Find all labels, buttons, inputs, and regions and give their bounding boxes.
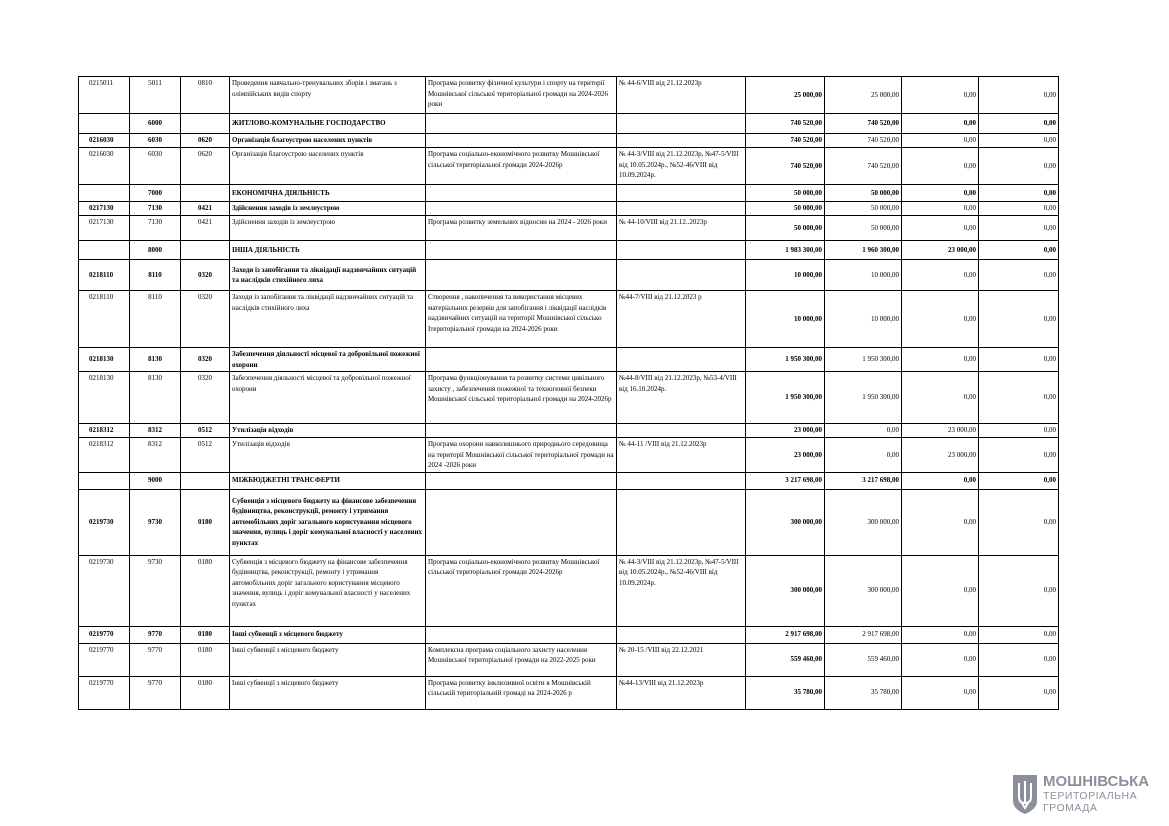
col-decision [617,626,746,643]
col-decision [617,424,746,438]
col-general-fund: 10 000,00 [825,291,902,348]
col-budget-code [79,472,130,489]
col-decision [617,348,746,372]
col-special-fund: 23 000,00 [902,241,979,260]
subtotal-row [79,424,1059,438]
col-development: 0,00 [979,438,1059,473]
col-budget-code: 0217130 [79,202,130,216]
col-program: Програма розвитку фізичної культури і спорту на території Мошнівської сільської територіальної громади на 2024-2026 роки [426,77,617,114]
col-program: Програма соціально-економічного розвитку Мошнівської сільської територіальної громади 2024-2026р [426,148,617,185]
col-total: 740 520,00 [746,114,825,134]
col-total: 740 520,00 [746,134,825,148]
col-general-fund: 740 520,00 [825,134,902,148]
col-development: 0,00 [979,676,1059,709]
subtotal-row [79,489,1059,555]
col-total: 1 950 300,00 [746,348,825,372]
col-decision: № 44-10/VIII від 21.12..2023р [617,216,746,241]
table-row [79,438,1059,473]
col-special-fund: 0,00 [902,555,979,626]
col-program: Програма розвитку земельних відносин на 2024 - 2026 роки [426,216,617,241]
col-program [426,134,617,148]
col-program [426,626,617,643]
col-name: Здійснення заходів із землеустрою [230,202,426,216]
section-row [79,472,1059,489]
col-total: 35 780,00 [746,676,825,709]
col-name: ЕКОНОМІЧНА ДІЯЛЬНІСТЬ [230,185,426,202]
col-decision [617,489,746,555]
col-name: Субвенція з місцевого бюджету на фінансове забезпечення будівництва, реконструкції, ремонту і утримання автомобільних доріг загального користування місцевого значення, вулиць і доріг комунальної власності у населених пунктах [230,555,426,626]
col-program: Програма функціонування та розвитку системи цивільного захисту , забезпечення пожежної та техногенної безпеки Мошнівської сільської територіальної громади на 2024-2026р [426,372,617,424]
col-program [426,185,617,202]
col-program-code: 6000 [130,114,181,134]
col-program [426,202,617,216]
col-program-code: 9730 [130,489,181,555]
col-decision [617,114,746,134]
col-development: 0,00 [979,114,1059,134]
col-budget-code: 0216030 [79,134,130,148]
col-total: 559 460,00 [746,643,825,676]
col-total: 740 520,00 [746,148,825,185]
col-decision [617,134,746,148]
subtotal-row [79,348,1059,372]
col-program-code: 6030 [130,148,181,185]
col-general-fund: 0,00 [825,424,902,438]
col-decision [617,185,746,202]
col-name: Інші субвенції з місцевого бюджету [230,643,426,676]
col-name: Забезпечення діяльності місцевої та добровільної пожежної охорони [230,372,426,424]
col-special-fund: 0,00 [902,114,979,134]
col-program-code: 9000 [130,472,181,489]
col-decision [617,472,746,489]
col-program [426,424,617,438]
col-budget-code [79,185,130,202]
col-general-fund: 740 520,00 [825,114,902,134]
col-special-fund: 0,00 [902,148,979,185]
col-budget-code [79,114,130,134]
col-development: 0,00 [979,148,1059,185]
col-decision: №44-7/VIII від 21.12.2023 р [617,291,746,348]
col-general-fund: 35 780,00 [825,676,902,709]
col-program-code: 8130 [130,372,181,424]
col-decision: №44-8/VIII від 21.12.2023р, №53-4/VIII від 16.10.2024р. [617,372,746,424]
subtotal-row [79,202,1059,216]
col-general-fund: 50 000,00 [825,202,902,216]
col-name: Заходи із запобігання та ліквідації надзвичайних ситуацій та наслідків стихійного лиха [230,291,426,348]
col-function-code [181,241,230,260]
col-decision [617,260,746,291]
col-special-fund: 0,00 [902,372,979,424]
col-program [426,472,617,489]
col-name: Інші субвенції з місцевого бюджету [230,676,426,709]
logo-subtitle-2: ГРОМАДА [1043,802,1098,814]
col-program-code: 9770 [130,676,181,709]
col-total: 300 000,00 [746,555,825,626]
col-program-code: 8312 [130,424,181,438]
col-function-code: 0180 [181,489,230,555]
col-special-fund: 23 000,00 [902,424,979,438]
col-function-code [181,185,230,202]
col-development: 0,00 [979,134,1059,148]
col-special-fund: 23 000,00 [902,438,979,473]
col-special-fund: 0,00 [902,472,979,489]
table-row [79,148,1059,185]
col-total: 10 000,00 [746,291,825,348]
col-program-code: 9770 [130,626,181,643]
col-general-fund: 50 000,00 [825,216,902,241]
col-program-code: 7000 [130,185,181,202]
col-budget-code: 0219770 [79,676,130,709]
col-total: 50 000,00 [746,185,825,202]
col-budget-code: 0217130 [79,216,130,241]
col-program-code: 6030 [130,134,181,148]
col-general-fund: 300 000,00 [825,555,902,626]
section-row [79,241,1059,260]
col-development: 0,00 [979,372,1059,424]
col-program-code: 8110 [130,291,181,348]
col-name: МІЖБЮДЖЕТНІ ТРАНСФЕРТИ [230,472,426,489]
col-budget-code: 0219770 [79,626,130,643]
col-function-code: 0620 [181,134,230,148]
col-program: Програма охорони навколишнього природнього середовища на території Мошнівської сільської територіальної громади на 2024 -2026 роки [426,438,617,473]
col-name: Організація благоустрою населених пунктів [230,134,426,148]
col-program: Створення , накопичення та використання місцевих матеріальних резервів для запобігання і ліквідації наслідків надзвичайних ситуацій на території Мошнівської сільсько Ітериторіальної громади на 2024-2026 роки [426,291,617,348]
col-development: 0,00 [979,216,1059,241]
section-row [79,114,1059,134]
col-special-fund: 0,00 [902,260,979,291]
col-function-code: 0180 [181,626,230,643]
col-special-fund: 0,00 [902,676,979,709]
col-decision: № 20-15 /VIII від 22.12.2021 [617,643,746,676]
col-development: 0,00 [979,626,1059,643]
col-development: 0,00 [979,348,1059,372]
subtotal-row [79,134,1059,148]
logo-subtitle-1: ТЕРИТОРІАЛЬНА [1043,790,1138,802]
col-development: 0,00 [979,643,1059,676]
col-general-fund: 0,00 [825,438,902,473]
table-row [79,676,1059,709]
col-program: Комплексна програма соціального захисту населення Мошнівської територіальної громади на 2022-2025 роки [426,643,617,676]
community-logo [1011,773,1151,817]
col-function-code: 0180 [181,676,230,709]
col-function-code [181,114,230,134]
table-row [79,555,1059,626]
col-name: Утилізація відходів [230,438,426,473]
col-function-code: 0320 [181,260,230,291]
col-development: 0,00 [979,202,1059,216]
col-program-code: 8130 [130,348,181,372]
col-budget-code [79,241,130,260]
col-function-code: 0180 [181,555,230,626]
section-row [79,185,1059,202]
col-general-fund: 50 000,00 [825,185,902,202]
col-total: 1 950 300,00 [746,372,825,424]
col-program-code: 5011 [130,77,181,114]
col-decision: № 44-6/VIII від 21.12.2023р [617,77,746,114]
col-program-code: 8000 [130,241,181,260]
trident-emblem-icon [1011,773,1039,815]
col-total: 25 000,00 [746,77,825,114]
col-budget-code: 0218110 [79,291,130,348]
col-total: 50 000,00 [746,216,825,241]
col-general-fund: 3 217 698,00 [825,472,902,489]
budget-programs-table [78,76,1059,710]
col-function-code: 0421 [181,202,230,216]
col-decision: № 44-11 /VIII від 21.12.2023р [617,438,746,473]
col-program-code: 9770 [130,643,181,676]
col-total: 50 000,00 [746,202,825,216]
col-total: 300 000,00 [746,489,825,555]
col-development: 0,00 [979,489,1059,555]
col-development: 0,00 [979,241,1059,260]
col-special-fund: 0,00 [902,489,979,555]
col-name: Інші субвенції з місцевого бюджету [230,626,426,643]
col-development: 0,00 [979,555,1059,626]
col-program-code: 7130 [130,202,181,216]
col-budget-code: 0218130 [79,348,130,372]
col-budget-code: 0219730 [79,489,130,555]
col-function-code: 0512 [181,424,230,438]
col-special-fund: 0,00 [902,643,979,676]
col-total: 3 217 698,00 [746,472,825,489]
col-name: ІНША ДІЯЛЬНІСТЬ [230,241,426,260]
col-program: Програма розвитку інклюзивної освіти в Мошнівській сільській територіальній громаді на 2024-2026 р [426,676,617,709]
col-name: Організація благоустрою населених пунктів [230,148,426,185]
col-program-code: 8312 [130,438,181,473]
col-development: 0,00 [979,185,1059,202]
col-development: 0,00 [979,260,1059,291]
col-development: 0,00 [979,472,1059,489]
col-special-fund: 0,00 [902,216,979,241]
table-row [79,372,1059,424]
col-special-fund: 0,00 [902,626,979,643]
col-general-fund: 2 917 698,00 [825,626,902,643]
col-program [426,114,617,134]
col-budget-code: 0218312 [79,424,130,438]
col-budget-code: 0218130 [79,372,130,424]
col-program-code: 8110 [130,260,181,291]
col-general-fund: 1 960 300,00 [825,241,902,260]
col-decision [617,202,746,216]
col-program: Програма соціально-економічного розвитку Мошнівської сільської територіальної громади 2024-2026р [426,555,617,626]
col-budget-code: 0219770 [79,643,130,676]
col-function-code: 0620 [181,148,230,185]
logo-title: МОШНІВСЬКА [1043,773,1150,790]
col-general-fund: 25 000,00 [825,77,902,114]
subtotal-row [79,260,1059,291]
col-program [426,260,617,291]
col-name: Проведення навчально-тренувальних зборів і змагань з олімпійських видів спорту [230,77,426,114]
col-decision: № 44-3/VIII від 21.12.2023р, №47-5/VIII від 10.05.2024р., №52-46/VIII від 10.09.2024р. [617,555,746,626]
col-general-fund: 300 000,00 [825,489,902,555]
col-function-code [181,472,230,489]
col-special-fund: 0,00 [902,348,979,372]
col-development: 0,00 [979,291,1059,348]
col-special-fund: 0,00 [902,185,979,202]
col-general-fund: 1 950 300,00 [825,348,902,372]
col-general-fund: 740 520,00 [825,148,902,185]
col-budget-code: 0219730 [79,555,130,626]
subtotal-row [79,626,1059,643]
col-general-fund: 10 000,00 [825,260,902,291]
table-row [79,216,1059,241]
col-function-code: 0512 [181,438,230,473]
col-special-fund: 0,00 [902,134,979,148]
col-function-code: 0320 [181,291,230,348]
col-special-fund: 0,00 [902,77,979,114]
col-function-code: 0180 [181,643,230,676]
col-program [426,241,617,260]
col-program-code: 7130 [130,216,181,241]
col-function-code: 0810 [181,77,230,114]
col-decision: №44-13/VIII від 21.12.2023р [617,676,746,709]
col-name: Забезпечення діяльності місцевої та добровільної пожежної охорони [230,348,426,372]
table-row [79,77,1059,114]
col-general-fund: 559 460,00 [825,643,902,676]
table-row [79,643,1059,676]
col-development: 0,00 [979,77,1059,114]
col-name: Заходи із запобігання та ліквідації надзвичайних ситуацій та наслідків стихійного лиха [230,260,426,291]
col-program-code: 9730 [130,555,181,626]
col-program [426,489,617,555]
col-general-fund: 1 950 300,00 [825,372,902,424]
col-budget-code: 0218110 [79,260,130,291]
col-decision [617,241,746,260]
table-row [79,291,1059,348]
col-program [426,348,617,372]
col-name: Субвенція з місцевого бюджету на фінансове забезпечення будівництва, реконструкції, ремонту і утримання автомобільних доріг загального користування місцевого значення, вулиць і доріг комунальної власності у населених пунктах [230,489,426,555]
col-function-code: 0320 [181,372,230,424]
col-name: ЖИТЛОВО-КОМУНАЛЬНЕ ГОСПОДАРСТВО [230,114,426,134]
col-total: 23 000,00 [746,438,825,473]
col-development: 0,00 [979,424,1059,438]
col-budget-code: 0215011 [79,77,130,114]
col-special-fund: 0,00 [902,202,979,216]
col-total: 1 983 300,00 [746,241,825,260]
col-function-code: 0421 [181,216,230,241]
col-budget-code: 0218312 [79,438,130,473]
col-total: 10 000,00 [746,260,825,291]
col-decision: № 44-3/VIII від 21.12.2023р, №47-5/VIII від 10.05.2024р., №52-46/VIII від 10.09.2024р. [617,148,746,185]
col-budget-code: 0216030 [79,148,130,185]
col-total: 2 917 698,00 [746,626,825,643]
col-name: Утилізація відходів [230,424,426,438]
col-total: 23 000,00 [746,424,825,438]
col-name: Здійснення заходів із землеустрою [230,216,426,241]
col-function-code: 0320 [181,348,230,372]
col-special-fund: 0,00 [902,291,979,348]
